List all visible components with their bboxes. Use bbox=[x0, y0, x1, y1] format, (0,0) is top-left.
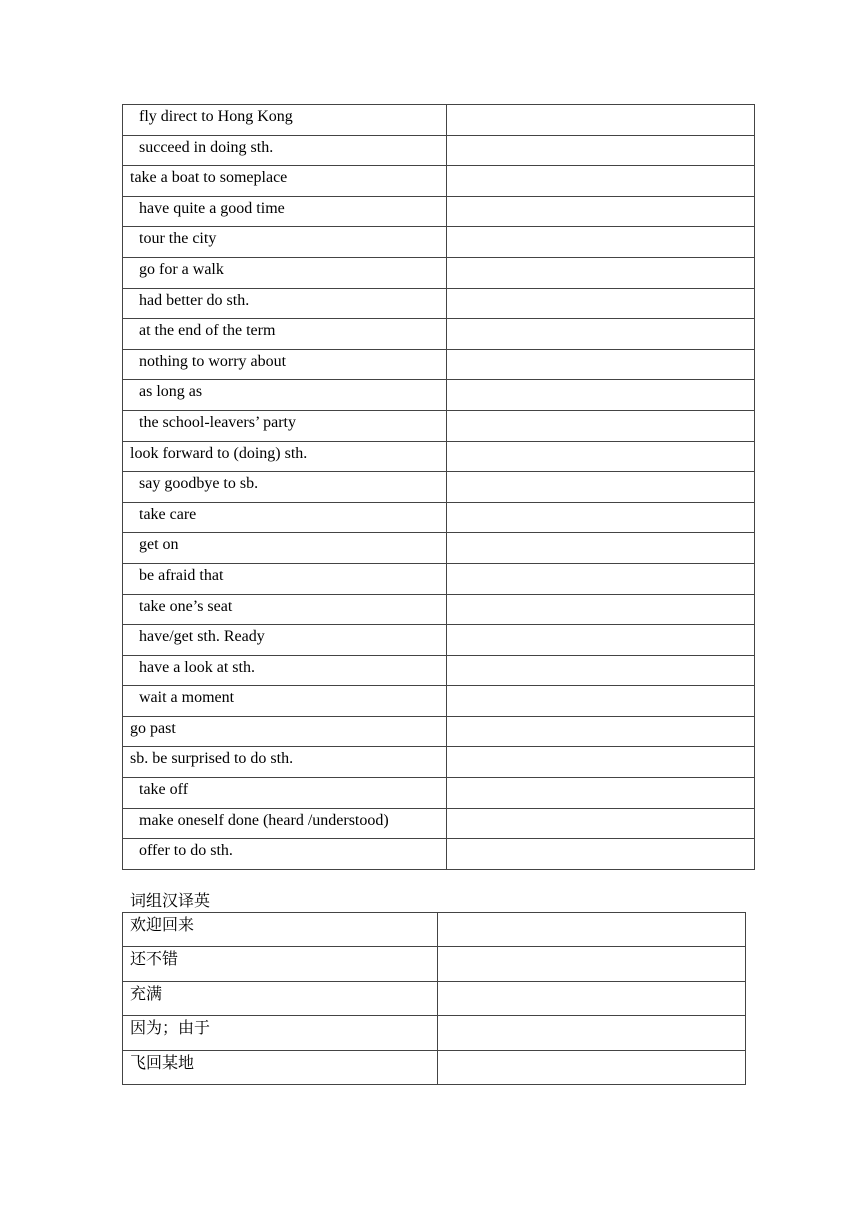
phrase-cell: get on bbox=[123, 533, 447, 564]
answer-cell[interactable] bbox=[438, 947, 746, 981]
table-row bbox=[123, 686, 755, 717]
phrase-cell: sb. be surprised to do sth. bbox=[123, 747, 447, 778]
phrase-cell: as long as bbox=[123, 380, 447, 411]
answer-cell[interactable] bbox=[438, 981, 746, 1015]
table-row bbox=[123, 808, 755, 839]
table-row bbox=[123, 227, 755, 258]
table-row bbox=[123, 533, 755, 564]
table-row bbox=[123, 981, 746, 1015]
answer-cell[interactable] bbox=[447, 196, 755, 227]
table-row bbox=[123, 947, 746, 981]
table-row bbox=[123, 747, 755, 778]
phrase-cell: go for a walk bbox=[123, 257, 447, 288]
phrase-cell: 欢迎回来 bbox=[123, 913, 438, 947]
phrase-cell: nothing to worry about bbox=[123, 349, 447, 380]
answer-cell[interactable] bbox=[447, 319, 755, 350]
table-row bbox=[123, 913, 746, 947]
section-title: 词组汉译英 bbox=[130, 891, 211, 910]
answer-cell[interactable] bbox=[447, 288, 755, 319]
answer-cell[interactable] bbox=[447, 410, 755, 441]
phrase-cell: tour the city bbox=[123, 227, 447, 258]
answer-cell[interactable] bbox=[447, 472, 755, 503]
table-row bbox=[123, 257, 755, 288]
table-row bbox=[123, 1016, 746, 1050]
table-row bbox=[123, 563, 755, 594]
table-row bbox=[123, 135, 755, 166]
table-row bbox=[123, 441, 755, 472]
answer-cell[interactable] bbox=[447, 441, 755, 472]
answer-cell[interactable] bbox=[447, 778, 755, 809]
table-row bbox=[123, 319, 755, 350]
phrase-cell: take care bbox=[123, 502, 447, 533]
answer-cell[interactable] bbox=[447, 502, 755, 533]
phrase-cell: 还不错 bbox=[123, 947, 438, 981]
phrase-cell: 因为；由于 bbox=[123, 1016, 438, 1050]
answer-cell[interactable] bbox=[447, 716, 755, 747]
phrase-cell: look forward to (doing) sth. bbox=[123, 441, 447, 472]
table-row bbox=[123, 1050, 746, 1084]
answer-cell[interactable] bbox=[447, 349, 755, 380]
phrase-cell: have/get sth. Ready bbox=[123, 625, 447, 656]
phrase-cell: wait a moment bbox=[123, 686, 447, 717]
table-row bbox=[123, 380, 755, 411]
table-row bbox=[123, 502, 755, 533]
table-row bbox=[123, 472, 755, 503]
answer-cell[interactable] bbox=[438, 1016, 746, 1050]
answer-cell[interactable] bbox=[447, 655, 755, 686]
table-row bbox=[123, 594, 755, 625]
phrase-cell: had better do sth. bbox=[123, 288, 447, 319]
phrase-cell: make oneself done (heard /understood) bbox=[123, 808, 447, 839]
answer-cell[interactable] bbox=[447, 105, 755, 136]
table-row bbox=[123, 716, 755, 747]
phrase-cell: say goodbye to sb. bbox=[123, 472, 447, 503]
answer-cell[interactable] bbox=[438, 1050, 746, 1084]
chinese-table-body bbox=[123, 913, 746, 1085]
table-row bbox=[123, 839, 755, 870]
phrase-cell: offer to do sth. bbox=[123, 839, 447, 870]
phrase-cell: take one’s seat bbox=[123, 594, 447, 625]
phrase-cell: the school-leavers’ party bbox=[123, 410, 447, 441]
table-row bbox=[123, 778, 755, 809]
phrase-cell: have quite a good time bbox=[123, 196, 447, 227]
phrase-cell: fly direct to Hong Kong bbox=[123, 105, 447, 136]
phrase-cell: be afraid that bbox=[123, 563, 447, 594]
phrase-cell: have a look at sth. bbox=[123, 655, 447, 686]
answer-cell[interactable] bbox=[447, 625, 755, 656]
table-row bbox=[123, 349, 755, 380]
chinese-phrase-table bbox=[122, 912, 746, 1085]
answer-cell[interactable] bbox=[447, 839, 755, 870]
answer-cell[interactable] bbox=[447, 227, 755, 258]
phrase-cell: 充满 bbox=[123, 981, 438, 1015]
answer-cell[interactable] bbox=[447, 594, 755, 625]
table-row bbox=[123, 196, 755, 227]
table-row bbox=[123, 105, 755, 136]
table-row bbox=[123, 166, 755, 197]
phrase-translation-table bbox=[122, 104, 755, 870]
answer-cell[interactable] bbox=[438, 913, 746, 947]
table-row bbox=[123, 655, 755, 686]
phrase-cell: go past bbox=[123, 716, 447, 747]
table-row bbox=[123, 410, 755, 441]
phrase-cell: take off bbox=[123, 778, 447, 809]
table-row bbox=[123, 288, 755, 319]
table-row bbox=[123, 625, 755, 656]
phrase-cell: succeed in doing sth. bbox=[123, 135, 447, 166]
answer-cell[interactable] bbox=[447, 166, 755, 197]
answer-cell[interactable] bbox=[447, 747, 755, 778]
answer-cell[interactable] bbox=[447, 686, 755, 717]
answer-cell[interactable] bbox=[447, 257, 755, 288]
phrase-cell: 飞回某地 bbox=[123, 1050, 438, 1084]
answer-cell[interactable] bbox=[447, 135, 755, 166]
answer-cell[interactable] bbox=[447, 533, 755, 564]
answer-cell[interactable] bbox=[447, 563, 755, 594]
answer-cell[interactable] bbox=[447, 808, 755, 839]
answer-cell[interactable] bbox=[447, 380, 755, 411]
phrase-cell: take a boat to someplace bbox=[123, 166, 447, 197]
phrase-cell: at the end of the term bbox=[123, 319, 447, 350]
phrase-table-body bbox=[123, 105, 755, 870]
